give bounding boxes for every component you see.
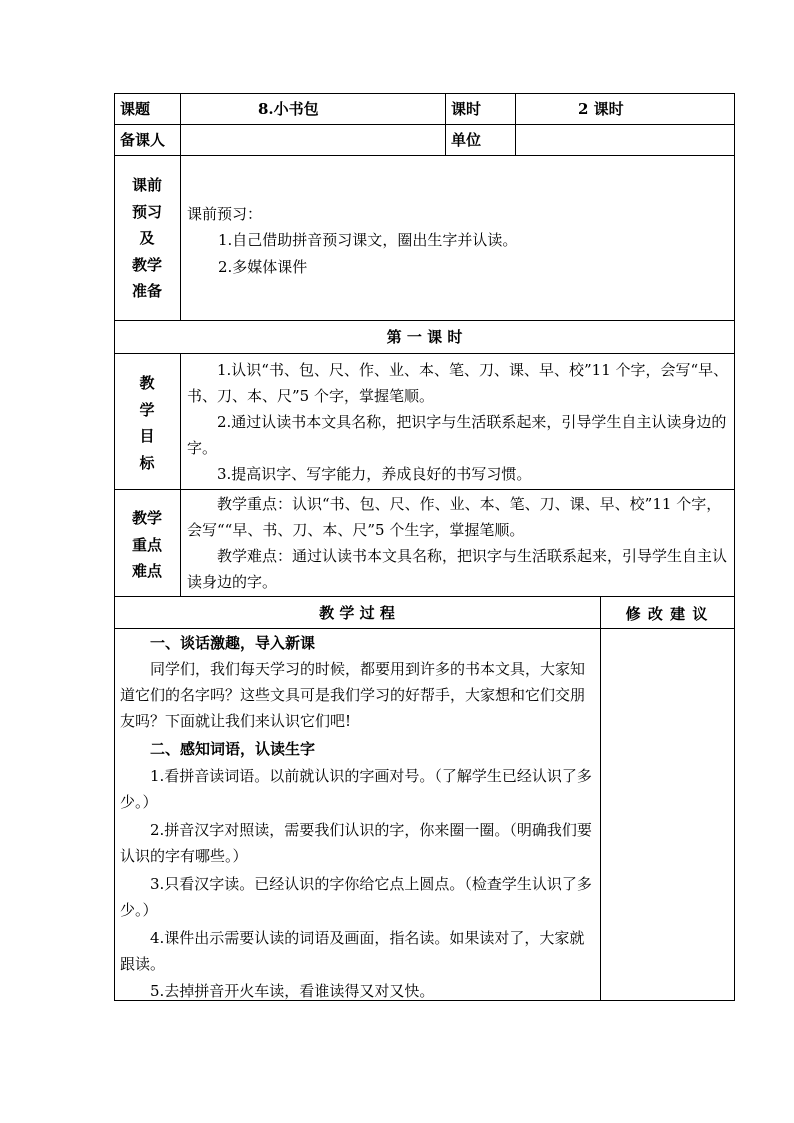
prep-label-line: 课前: [131, 176, 162, 194]
key-point-text: 教学重点：认识“书、包、尺、作、业、本、笔、刀、课、早、校”11 个字，会写““早、书、刀、本、尺”5 个生字，掌握笔顺。: [187, 495, 722, 539]
prep-label: [114, 172, 180, 305]
focus-label-line: 重点: [131, 535, 162, 554]
prep-item: 1.自己借助拼音预习课文，圈出生字并认读。: [218, 231, 518, 249]
column-divider: [180, 93, 181, 321]
section-title: 二、感知词语，认读生字: [150, 740, 316, 758]
goals-label-line: 学: [139, 400, 155, 419]
title-label: 课题: [120, 100, 151, 118]
prep-label-line: 准备: [131, 282, 162, 300]
row-divider: [114, 155, 735, 156]
goals-label-line: 标: [139, 453, 155, 472]
goals-label: [114, 370, 180, 476]
focus-label: [114, 505, 180, 585]
lesson-title-value: 8.小书包: [258, 100, 319, 118]
column-divider: [445, 93, 446, 156]
process-header: 教 学 过 程: [319, 604, 395, 622]
goal-item: 3.提高识字、写字能力，养成良好的书写习惯。: [217, 465, 532, 483]
prep-heading: 课前预习：: [187, 205, 263, 223]
unit-label: 单位: [451, 131, 482, 149]
table-border-right: [734, 93, 735, 1001]
prep-label-line: 及: [139, 229, 155, 247]
preparer-label: 备课人: [120, 131, 166, 149]
revise-notes-cell: [601, 629, 734, 1000]
revise-header: 修 改 建 议: [625, 605, 709, 623]
row-divider: [114, 353, 735, 354]
prep-item: 2.多媒体课件: [218, 258, 308, 276]
prep-label-line: 教学: [131, 255, 162, 274]
column-divider: [515, 93, 516, 156]
hours-value: 2 课时: [578, 100, 624, 118]
focus-label-line: 难点: [131, 562, 162, 580]
column-divider: [180, 353, 181, 597]
goal-item: 1.认识“书、包、尺、作、业、本、笔、刀、课、早、校”11 个字，会写“早、书、刀、本、尺”5 个字，掌握笔顺。: [187, 361, 729, 405]
section-paragraph: 同学们，我们每天学习的时候，都要用到许多的书本文具，大家知道它们的名字吗？这些文具可是我们学习的好帮手，大家想和它们交朋友吗？下面就让我们来认识它们吧!: [120, 660, 586, 730]
goals-label-line: 目: [139, 427, 155, 445]
step-item: 1.看拼音读词语。以前就认识的字画对号。（了解学生已经认识了多少。）: [120, 767, 592, 811]
step-item: 4.课件出示需要认读的词语及画面，指名读。如果读对了，大家就跟读。: [120, 929, 585, 973]
difficult-point-text: 教学难点：通过认读书本文具名称，把识字与生活联系起来，引导学生自主认读身边的字。: [187, 547, 728, 591]
goal-item: 2.通过认读书本文具名称，把识字与生活联系起来，引导学生自主认读身边的字。: [187, 413, 727, 457]
row-divider: [114, 489, 735, 490]
focus-label-line: 教学: [131, 509, 162, 527]
lesson-period-title: 第 一 课 时: [386, 328, 463, 346]
row-divider: [114, 596, 735, 597]
step-item: 2.拼音汉字对照读，需要我们认识的字，你来圈一圈。（明确我们要认识的字有哪些。）: [120, 821, 592, 865]
table-border-top: [114, 93, 735, 94]
row-divider: [114, 320, 735, 321]
step-item: 5.去掉拼音开火车读，看谁读得又对又快。: [150, 982, 435, 1000]
goals-label-line: 教: [139, 374, 155, 392]
prep-label-line: 预习: [131, 202, 162, 221]
step-item: 3.只看汉字读。已经认识的字你给它点上圆点。（检查学生认识了多少。）: [120, 875, 592, 919]
hours-label: 课时: [451, 100, 482, 118]
row-divider: [114, 124, 735, 125]
section-title: 一、谈话激趣，导入新课: [150, 634, 316, 652]
